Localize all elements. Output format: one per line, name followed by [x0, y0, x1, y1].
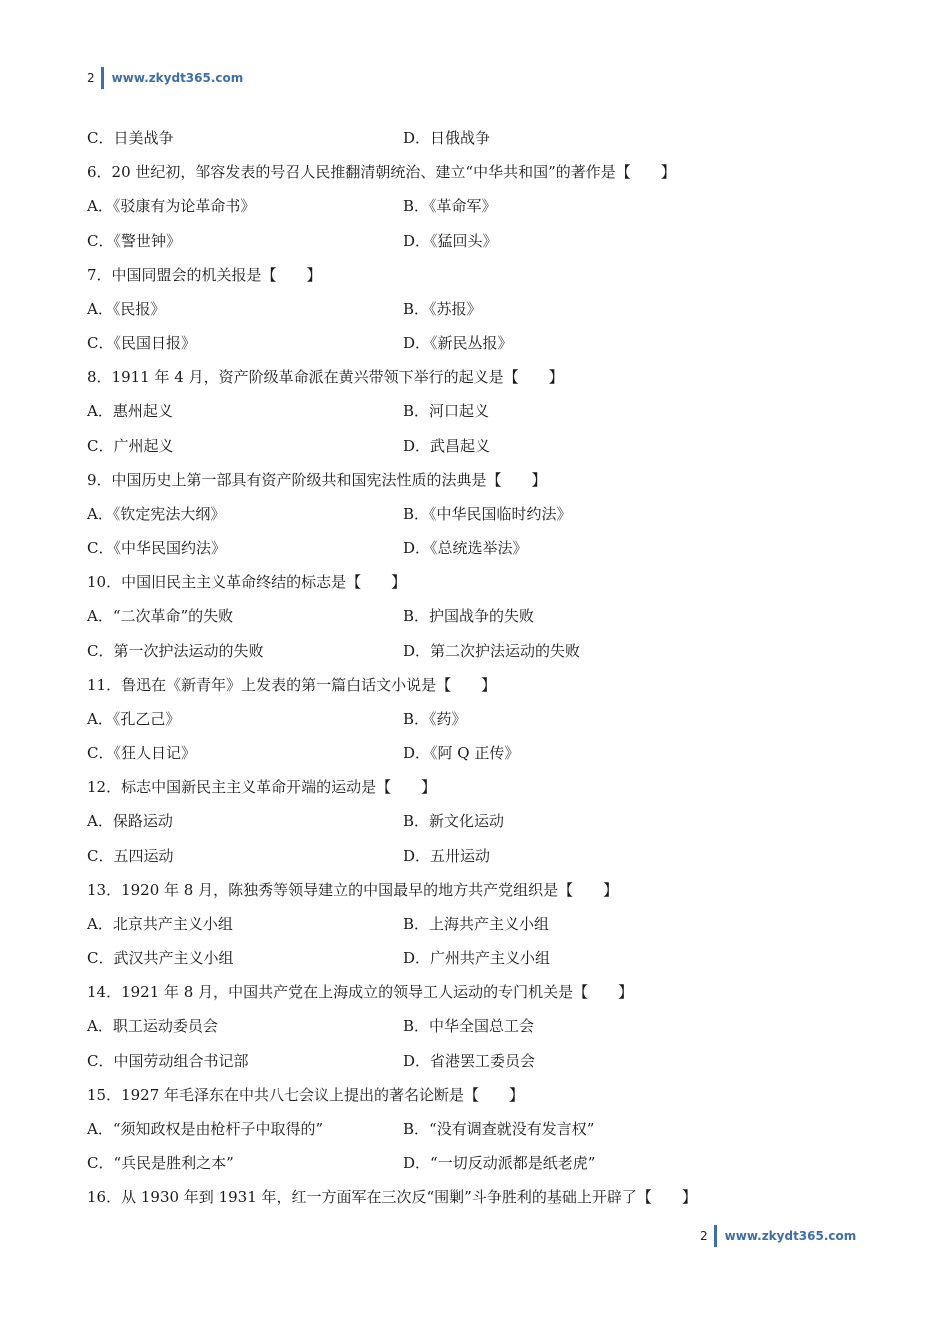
option-right: B．《苏报》 — [403, 299, 482, 318]
option-right: B．新文化运动 — [403, 812, 505, 831]
option-right: D．五卅运动 — [403, 846, 491, 865]
option-right: D．《阿 Q 正传》 — [403, 744, 520, 763]
option-row — [87, 736, 867, 770]
option-left: C．第一次护法运动的失败 — [87, 641, 264, 660]
option-row — [87, 121, 867, 155]
question-text: 6．20 世纪初，邹容发表的号召人民推翻清朝统治、建立“中华共和国”的著作是【 】 — [87, 163, 676, 182]
option-row — [87, 907, 867, 941]
option-row — [87, 941, 867, 975]
option-left: C．《狂人日记》 — [87, 744, 196, 763]
option-right: D．省港罢工委员会 — [403, 1051, 536, 1070]
option-left: C．广州起义 — [87, 436, 174, 455]
option-left: C．“兵民是胜利之本” — [87, 1154, 234, 1173]
option-left: A．“二次革命”的失败 — [87, 607, 234, 626]
page-footer — [700, 1225, 856, 1247]
question-text: 10．中国旧民主主义革命终结的标志是【 】 — [87, 573, 407, 592]
option-row — [87, 292, 867, 326]
option-row — [87, 189, 867, 223]
question-stem — [87, 873, 867, 907]
option-row — [87, 531, 867, 565]
option-right: B．“没有调查就没有发言权” — [403, 1119, 595, 1138]
option-left: C．《民国日报》 — [87, 334, 196, 353]
option-right: B．上海共产主义小组 — [403, 914, 550, 933]
option-right: B．《药》 — [403, 709, 467, 728]
option-left: A．《驳康有为论革命书》 — [87, 197, 256, 216]
option-right: D．《总统选举法》 — [403, 539, 528, 558]
question-stem — [87, 668, 867, 702]
option-left: A．北京共产主义小组 — [87, 914, 233, 933]
option-row — [87, 1112, 867, 1146]
question-text: 12．标志中国新民主主义革命开端的运动是【 】 — [87, 778, 437, 797]
question-stem — [87, 565, 867, 599]
option-row — [87, 326, 867, 360]
option-right: B．中华全国总工会 — [403, 1017, 535, 1036]
question-stem — [87, 975, 867, 1009]
question-text: 14．1921 年 8 月，中国共产党在上海成立的领导工人运动的专门机关是【 】 — [87, 983, 634, 1002]
header-page-number: 2 — [87, 71, 95, 85]
question-text: 16．从 1930 年到 1931 年，红一方面军在三次反“围剿”斗争胜利的基础上开辟了【 】 — [87, 1188, 697, 1207]
question-stem — [87, 1180, 867, 1214]
option-right: B．《革命军》 — [403, 197, 497, 216]
option-left: A．职工运动委员会 — [87, 1017, 218, 1036]
question-text: 7．中国同盟会的机关报是【 】 — [87, 265, 322, 284]
option-row — [87, 804, 867, 838]
header-site-url: www.zkydt365.com — [111, 71, 244, 85]
question-text: 13．1920 年 8 月，陈独秀等领导建立的中国最早的地方共产党组织是【 】 — [87, 880, 619, 899]
option-row — [87, 634, 867, 668]
option-right: D．第二次护法运动的失败 — [403, 641, 581, 660]
option-row — [87, 839, 867, 873]
option-right: D．“一切反动派都是纸老虎” — [403, 1154, 596, 1173]
option-left: C．中国劳动组合书记部 — [87, 1051, 249, 1070]
question-stem — [87, 155, 867, 189]
question-text: 9．中国历史上第一部具有资产阶级共和国宪法性质的法典是【 】 — [87, 470, 547, 489]
option-right: B．护国战争的失败 — [403, 607, 535, 626]
option-right: B．《中华民国临时约法》 — [403, 504, 572, 523]
option-left: C．《中华民国约法》 — [87, 539, 226, 558]
footer-site-url: www.zkydt365.com — [724, 1229, 857, 1243]
footer-divider — [714, 1225, 717, 1247]
question-text: 8．1911 年 4 月，资产阶级革命派在黄兴带领下举行的起义是【 】 — [87, 368, 564, 387]
question-stem — [87, 360, 867, 394]
question-stem — [87, 1078, 867, 1112]
option-left: C．武汉共产主义小组 — [87, 949, 234, 968]
option-row — [87, 702, 867, 736]
option-row — [87, 1146, 867, 1180]
option-right: B．河口起义 — [403, 402, 490, 421]
question-stem — [87, 258, 867, 292]
question-list — [87, 121, 867, 1215]
option-left: C．日美战争 — [87, 129, 174, 147]
question-stem — [87, 770, 867, 804]
option-left: C．五四运动 — [87, 846, 174, 865]
option-left: A．《钦定宪法大纲》 — [87, 504, 226, 523]
option-right: D．日俄战争 — [403, 129, 491, 147]
option-right: D．武昌起义 — [403, 436, 491, 455]
option-right: D．《新民丛报》 — [403, 334, 513, 353]
option-left: A．《民报》 — [87, 299, 166, 318]
option-row — [87, 394, 867, 428]
header-divider — [101, 67, 104, 89]
option-right: D．《猛回头》 — [403, 231, 498, 250]
option-row — [87, 429, 867, 463]
option-row — [87, 497, 867, 531]
option-left: A．保路运动 — [87, 812, 173, 831]
option-left: A．《孔乙己》 — [87, 709, 181, 728]
option-row — [87, 1009, 867, 1043]
option-left: A．惠州起义 — [87, 402, 173, 421]
question-text: 15．1927 年毛泽东在中共八七会议上提出的著名论断是【 】 — [87, 1085, 525, 1104]
option-left: C．《警世钟》 — [87, 231, 181, 250]
option-left: A．“须知政权是由枪杆子中取得的” — [87, 1119, 324, 1138]
option-right: D．广州共产主义小组 — [403, 949, 551, 968]
option-row — [87, 599, 867, 633]
question-text: 11．鲁迅在《新青年》上发表的第一篇白话文小说是【 】 — [87, 675, 497, 694]
option-row — [87, 224, 867, 258]
question-stem — [87, 463, 867, 497]
page-header — [87, 67, 243, 89]
option-row — [87, 1044, 867, 1078]
footer-page-number: 2 — [700, 1229, 708, 1243]
